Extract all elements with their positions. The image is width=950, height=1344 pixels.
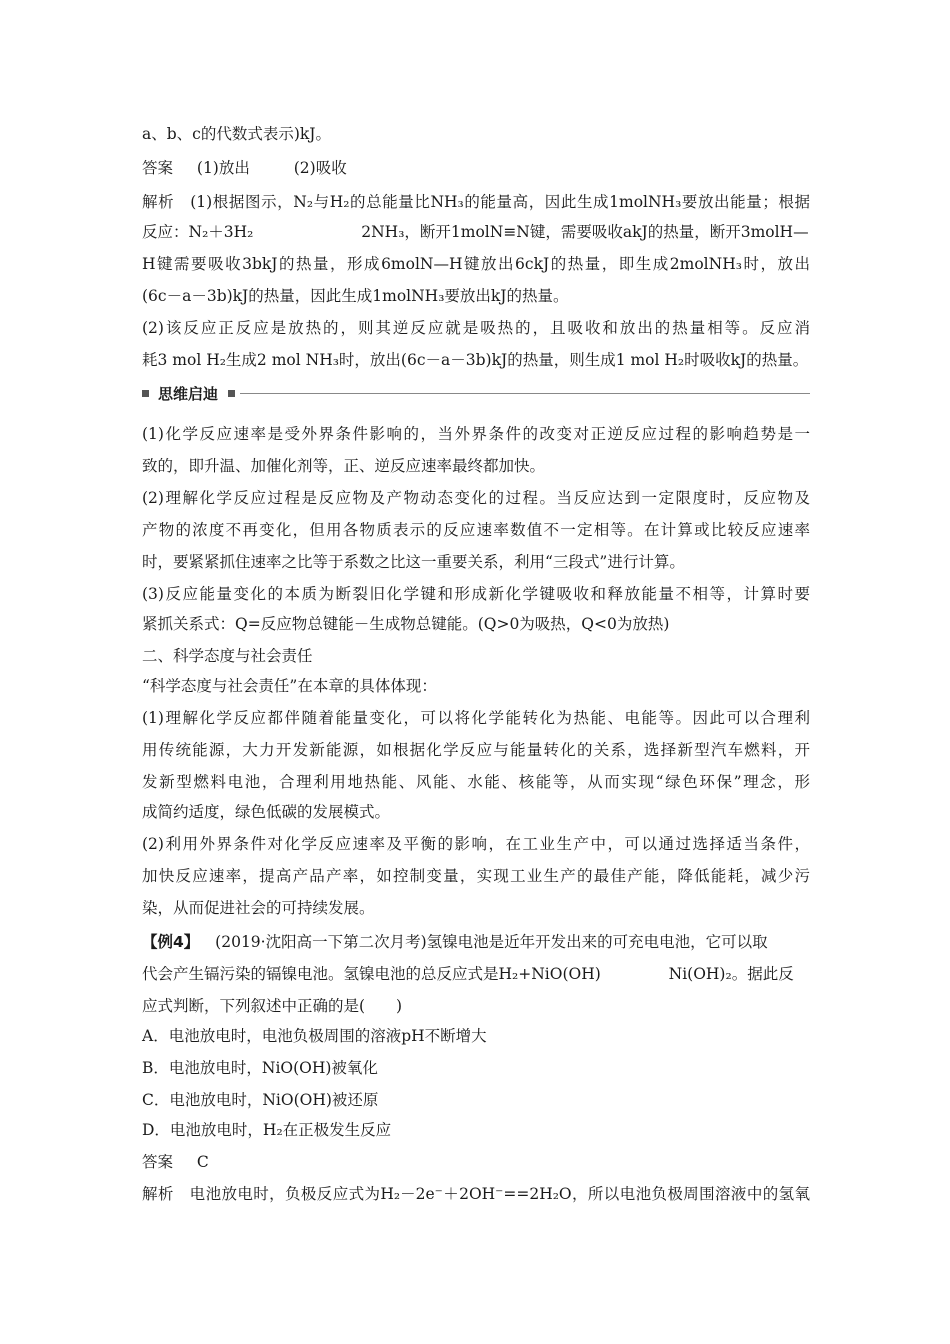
option-c: C．电池放电时，NiO(OH)被还原 xyxy=(142,1091,379,1109)
section-heading: 二、科学态度与社会责任 xyxy=(142,647,313,665)
answer-part-1: (1)放出 xyxy=(196,159,250,177)
text-line: 耗3 mol H₂生成2 mol NH₃时，放出(6c－a－3b)kJ的热量，则生成1 mol H₂时吸收kJ的热量。 xyxy=(142,351,809,369)
text-line: (2)该反应正反应是放热的，则其逆反应就是吸热的，且吸收和放出的热量相等。反应消 xyxy=(142,319,810,337)
example-header-line xyxy=(142,932,810,952)
text-line: 成简约适度，绿色低碳的发展模式。 xyxy=(142,803,391,821)
text-line: (6c－a－3b)kJ的热量，因此生成1molNH₃要放出kJ的热量。 xyxy=(142,287,569,305)
equation-right: 2NH₃，断开1molN≡N键，需要吸收akJ的热量，断开3molH— xyxy=(361,223,809,241)
option-b: B．电池放电时，NiO(OH)被氧化 xyxy=(142,1059,378,1077)
example-line xyxy=(142,964,810,984)
example-line: 应式判断，下列叙述中正确的是( ) xyxy=(142,997,403,1015)
text-line: “科学态度与社会责任”在本章的具体体现： xyxy=(142,677,437,695)
text-line: a、b、c的代数式表示)kJ。 xyxy=(142,125,331,143)
text-line: (2)理解化学反应过程是反应物及产物动态变化的过程。当反应达到一定限度时，反应物及 xyxy=(142,489,810,507)
text-line: 产物的浓度不再变化，但用各物质表示的反应速率数值不一定相等。在计算或比较反应速率 xyxy=(142,521,810,539)
answer-value: C xyxy=(196,1153,209,1171)
answer-line xyxy=(142,158,347,178)
example-text: (2019·沈阳高一下第二次月考)氢镍电池是近年开发出来的可充电电池，它可以取 xyxy=(215,933,768,951)
text-line: 致的，即升温、加催化剂等，正、逆反应速率最终都加快。 xyxy=(142,457,546,475)
text-line: (1)化学反应速率是受外界条件影响的，当外界条件的改变对正逆反应过程的影响趋势是一 xyxy=(142,425,810,443)
equation-line xyxy=(142,222,810,242)
text-line: 时，要紧紧抓住速率之比等于系数之比这一重要关系，利用“三段式”进行计算。 xyxy=(142,553,685,571)
text-line: 染，从而促进社会的可持续发展。 xyxy=(142,899,375,917)
text-line: 紧抓关系式：Q=反应物总键能－生成物总键能。(Q>0为吸热，Q<0为放热) xyxy=(142,615,670,633)
answer-label: 答案 xyxy=(142,1153,174,1171)
divider xyxy=(240,393,810,394)
equation-left: 反应：N₂＋3H₂ xyxy=(142,223,254,241)
text-line: 发新型燃料电池，合理利用地热能、风能、水能、核能等，从而实现“绿色环保”理念，形 xyxy=(142,773,810,791)
section-title: 思维启迪 xyxy=(158,385,219,403)
text-line: (1)理解化学反应都伴随着能量变化，可以将化学能转化为热能、电能等。因此可以合理利 xyxy=(142,709,810,727)
section-header xyxy=(142,384,810,404)
option-a: A．电池放电时，电池负极周围的溶液pH不断增大 xyxy=(142,1027,487,1045)
square-bullet-icon xyxy=(228,390,235,397)
answer-line xyxy=(142,1152,209,1172)
answer-part-2: (2)吸收 xyxy=(293,159,347,177)
reaction-right: Ni(OH)₂。据此反 xyxy=(668,965,794,983)
example-tag: 【例4】 xyxy=(142,933,200,951)
text-line: (3)反应能量变化的本质为断裂旧化学键和形成新化学键吸收和释放能量不相等，计算时要 xyxy=(142,585,810,603)
analysis-line: 解析 电池放电时，负极反应式为H₂－2e⁻＋2OH⁻==2H₂O，所以电池负极周围溶液中的氢氧 xyxy=(142,1185,810,1203)
reaction-left: 代会产生镉污染的镉镍电池。氢镍电池的总反应式是H₂+NiO(OH) xyxy=(142,965,601,983)
option-d: D．电池放电时，H₂在正极发生反应 xyxy=(142,1121,392,1139)
text-line: 用传统能源，大力开发新能源，如根据化学反应与能量转化的关系，选择新型汽车燃料，开 xyxy=(142,741,810,759)
analysis-line: 解析 (1)根据图示，N₂与H₂的总能量比NH₃的能量高，因此生成1molNH₃要放出能量；根据 xyxy=(142,193,810,211)
text-line: H键需要吸收3bkJ的热量，形成6molN—H键放出6ckJ的热量，即生成2molNH₃时，放出 xyxy=(142,255,810,273)
text-line: 加快反应速率，提高产品产率，如控制变量，实现工业生产的最佳产能，降低能耗，减少污 xyxy=(142,867,810,885)
square-bullet-icon xyxy=(142,390,149,397)
text-line: (2)利用外界条件对化学反应速率及平衡的影响，在工业生产中，可以通过选择适当条件， xyxy=(142,835,810,853)
answer-label: 答案 xyxy=(142,159,174,177)
